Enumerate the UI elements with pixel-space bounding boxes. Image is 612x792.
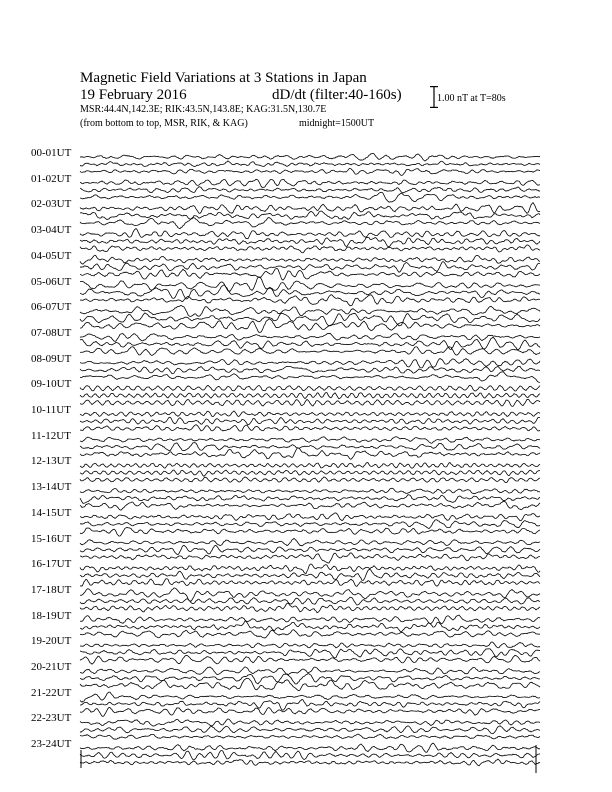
trace-rik bbox=[80, 393, 540, 399]
hour-label: 17-18UT bbox=[31, 583, 72, 596]
trace-msr bbox=[80, 477, 540, 483]
trace-msr bbox=[80, 448, 540, 459]
trace-msr bbox=[80, 630, 540, 638]
trace-rik bbox=[80, 211, 540, 219]
trace-rik bbox=[80, 313, 540, 326]
trace-kag bbox=[80, 743, 540, 752]
scale-label: 1.00 nT at T=80s bbox=[437, 93, 506, 104]
trace-rik bbox=[80, 495, 540, 504]
trace-msr bbox=[80, 192, 540, 202]
trace-rik bbox=[80, 726, 540, 734]
hour-label: 03-04UT bbox=[31, 224, 72, 237]
trace-kag bbox=[80, 153, 540, 161]
hour-label: 19-20UT bbox=[31, 635, 72, 648]
trace-msr bbox=[80, 678, 540, 690]
trace-kag bbox=[80, 513, 540, 521]
trace-kag bbox=[80, 179, 540, 187]
trace-msr bbox=[80, 425, 540, 431]
hour-label: 16-17UT bbox=[31, 558, 72, 571]
trace-kag bbox=[80, 642, 540, 648]
chart-date: 19 February 2016 bbox=[80, 87, 187, 103]
trace-msr bbox=[80, 527, 540, 536]
trace-msr bbox=[80, 708, 540, 717]
trace-rik bbox=[80, 443, 540, 451]
trace-kag bbox=[80, 564, 540, 574]
trace-rik bbox=[80, 417, 540, 425]
trace-kag bbox=[80, 667, 540, 675]
trace-kag bbox=[80, 463, 540, 469]
trace-kag bbox=[80, 359, 540, 368]
trace-rik bbox=[80, 621, 540, 632]
trace-rik bbox=[80, 237, 540, 246]
hour-label: 14-15UT bbox=[31, 506, 72, 519]
hour-label: 21-22UT bbox=[31, 686, 72, 699]
trace-kag bbox=[80, 385, 540, 391]
trace-kag bbox=[80, 255, 540, 264]
trace-msr bbox=[80, 295, 540, 306]
trace-kag bbox=[80, 333, 540, 341]
trace-rik bbox=[80, 570, 540, 581]
trace-msr bbox=[80, 399, 540, 406]
trace-msr bbox=[80, 269, 540, 281]
filter-label: dD/dt (filter:40-160s) bbox=[272, 87, 402, 103]
trace-msr bbox=[80, 603, 540, 613]
hour-label: 13-14UT bbox=[31, 481, 72, 494]
trace-kag bbox=[80, 692, 540, 702]
hour-label: 20-21UT bbox=[31, 661, 72, 673]
trace-rik bbox=[80, 262, 540, 273]
trace-msr bbox=[80, 734, 540, 739]
trace-rik bbox=[80, 674, 540, 685]
trace-kag bbox=[80, 411, 540, 417]
trace-rik bbox=[80, 470, 540, 476]
trace-msr bbox=[80, 579, 540, 587]
trace-rik bbox=[80, 750, 540, 759]
trace-msr bbox=[80, 245, 540, 253]
trace-rik bbox=[80, 597, 540, 605]
trace-msr bbox=[80, 347, 540, 356]
trace-msr bbox=[80, 759, 540, 766]
hour-label: 04-05UT bbox=[31, 249, 72, 262]
hour-label: 01-02UT bbox=[31, 172, 72, 185]
hour-label: 05-06UT bbox=[31, 275, 72, 288]
trace-msr bbox=[80, 319, 540, 333]
trace-msr bbox=[80, 168, 540, 175]
trace-msr bbox=[80, 501, 540, 510]
trace-kag bbox=[80, 719, 540, 726]
hour-label: 11-12UT bbox=[31, 429, 71, 442]
station-order-note: (from bottom to top, MSR, RIK, & KAG) bbox=[80, 118, 248, 129]
trace-kag bbox=[80, 437, 540, 444]
trace-kag bbox=[80, 305, 540, 316]
hour-label: 09-10UT bbox=[31, 378, 72, 391]
trace-msr bbox=[80, 553, 540, 563]
trace-rik bbox=[80, 649, 540, 658]
hour-label: 12-13UT bbox=[31, 455, 72, 468]
hour-label: 10-11UT bbox=[31, 404, 71, 416]
hour-label: 06-07UT bbox=[31, 301, 72, 314]
hour-label: 15-16UT bbox=[31, 532, 72, 545]
trace-rik bbox=[80, 161, 540, 167]
trace-msr bbox=[80, 372, 540, 383]
trace-kag bbox=[80, 229, 540, 239]
station-coordinates: MSR:44.4N,142.3E; RIK:43.5N,143.8E; KAG:31.5N,130.7E bbox=[80, 104, 327, 115]
hour-label: 00-01UT bbox=[31, 147, 72, 159]
trace-kag bbox=[80, 538, 540, 546]
chart-title: Magnetic Field Variations at 3 Stations in Japan bbox=[80, 70, 367, 86]
trace-rik bbox=[80, 187, 540, 193]
hour-label: 08-09UT bbox=[31, 352, 72, 365]
trace-rik bbox=[80, 545, 540, 554]
trace-rik bbox=[80, 520, 540, 529]
hour-label: 07-08UT bbox=[31, 326, 72, 339]
trace-kag bbox=[80, 488, 540, 493]
hour-label: 22-23UT bbox=[31, 712, 72, 725]
hour-label: 23-24UT bbox=[31, 738, 72, 751]
trace-kag bbox=[80, 615, 540, 623]
trace-rik bbox=[80, 366, 540, 373]
trace-msr bbox=[80, 218, 540, 229]
hour-label: 18-19UT bbox=[31, 609, 72, 622]
midnight-note: midnight=1500UT bbox=[299, 118, 375, 129]
trace-kag bbox=[80, 277, 540, 291]
hour-label: 02-03UT bbox=[31, 198, 72, 211]
